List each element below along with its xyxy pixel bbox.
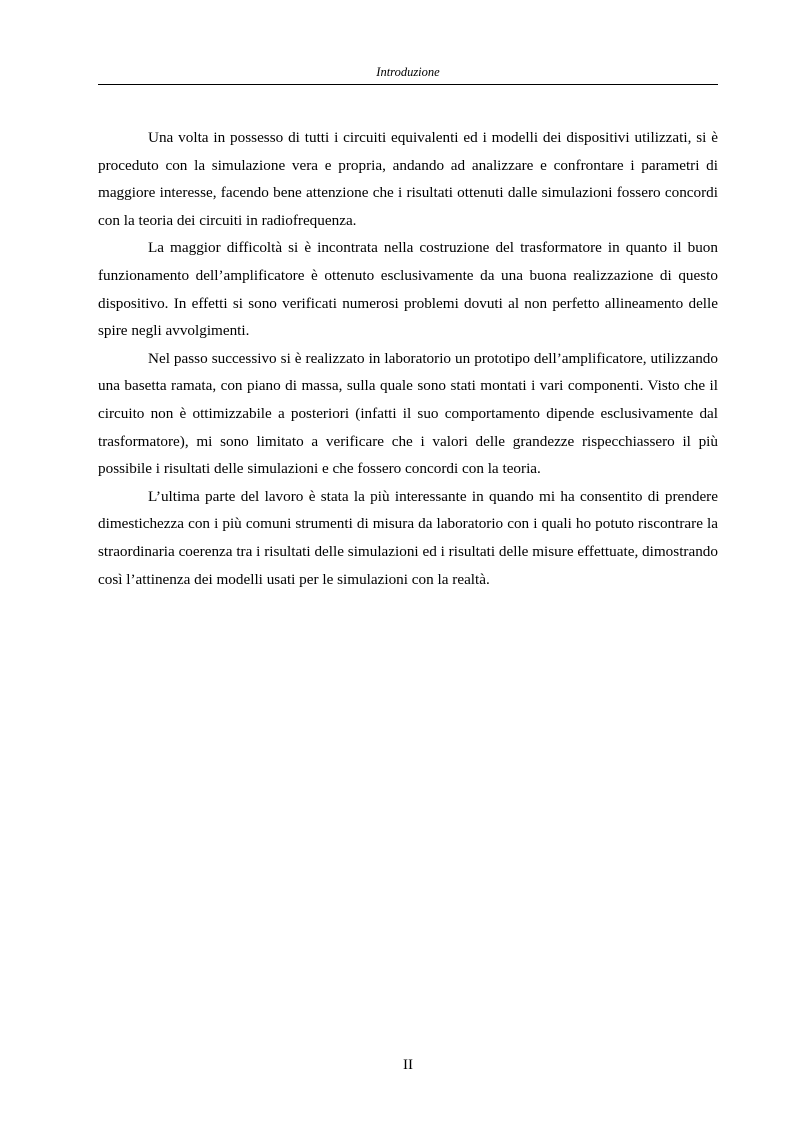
running-header: Introduzione: [376, 65, 440, 79]
paragraph-1: Una volta in possesso di tutti i circuiti equivalenti ed i modelli dei dispositivi utilizzati, si è proceduto con la simulazione vera e propria, andando ad analizzare e confrontare i parametri di maggiore interesse, facendo bene attenzione che i risultati ottenuti dalle simulazioni fossero concordi con la teoria dei circuiti in radiofrequenza.: [98, 129, 718, 229]
page-number: II: [403, 1057, 413, 1073]
header-rule: [98, 84, 718, 85]
paragraph-2: La maggior difficoltà si è incontrata nella costruzione del trasformatore in quanto il buon funzionamento dell’amplificatore è ottenuto esclusivamente da una buona realizzazione di questo dispositivo. In effetti si sono verificati numerosi problemi dovuti al non perfetto allineamento delle spire negli avvolgimenti.: [98, 239, 718, 340]
paragraph-4: L’ultima parte del lavoro è stata la più interessante in quando mi ha consentito di prendere dimestichezza con i più comuni strumenti di misura da laboratorio con i quali ho potuto riscontrare la straordinaria coerenza tra i risultati delle simulazioni ed i risultati delle misure effettuate, dimostrando così l’attinenza dei modelli usati per le simulazioni con la realtà.: [98, 487, 718, 588]
body-text: [98, 124, 718, 593]
paragraph-3: Nel passo successivo si è realizzato in laboratorio un prototipo dell’amplificatore, utilizzando una basetta ramata, con piano di massa, sulla quale sono stati montati i vari componenti. Visto che il circuito non è ottimizzabile a posteriori (infatti il suo comportamento dipende esclusivamente dal trasformatore), mi sono limitato a verificare che i valori delle grandezze rispecchiassero il più possibile i risultati delle simulazioni e che fossero concordi con la teoria.: [98, 349, 718, 478]
